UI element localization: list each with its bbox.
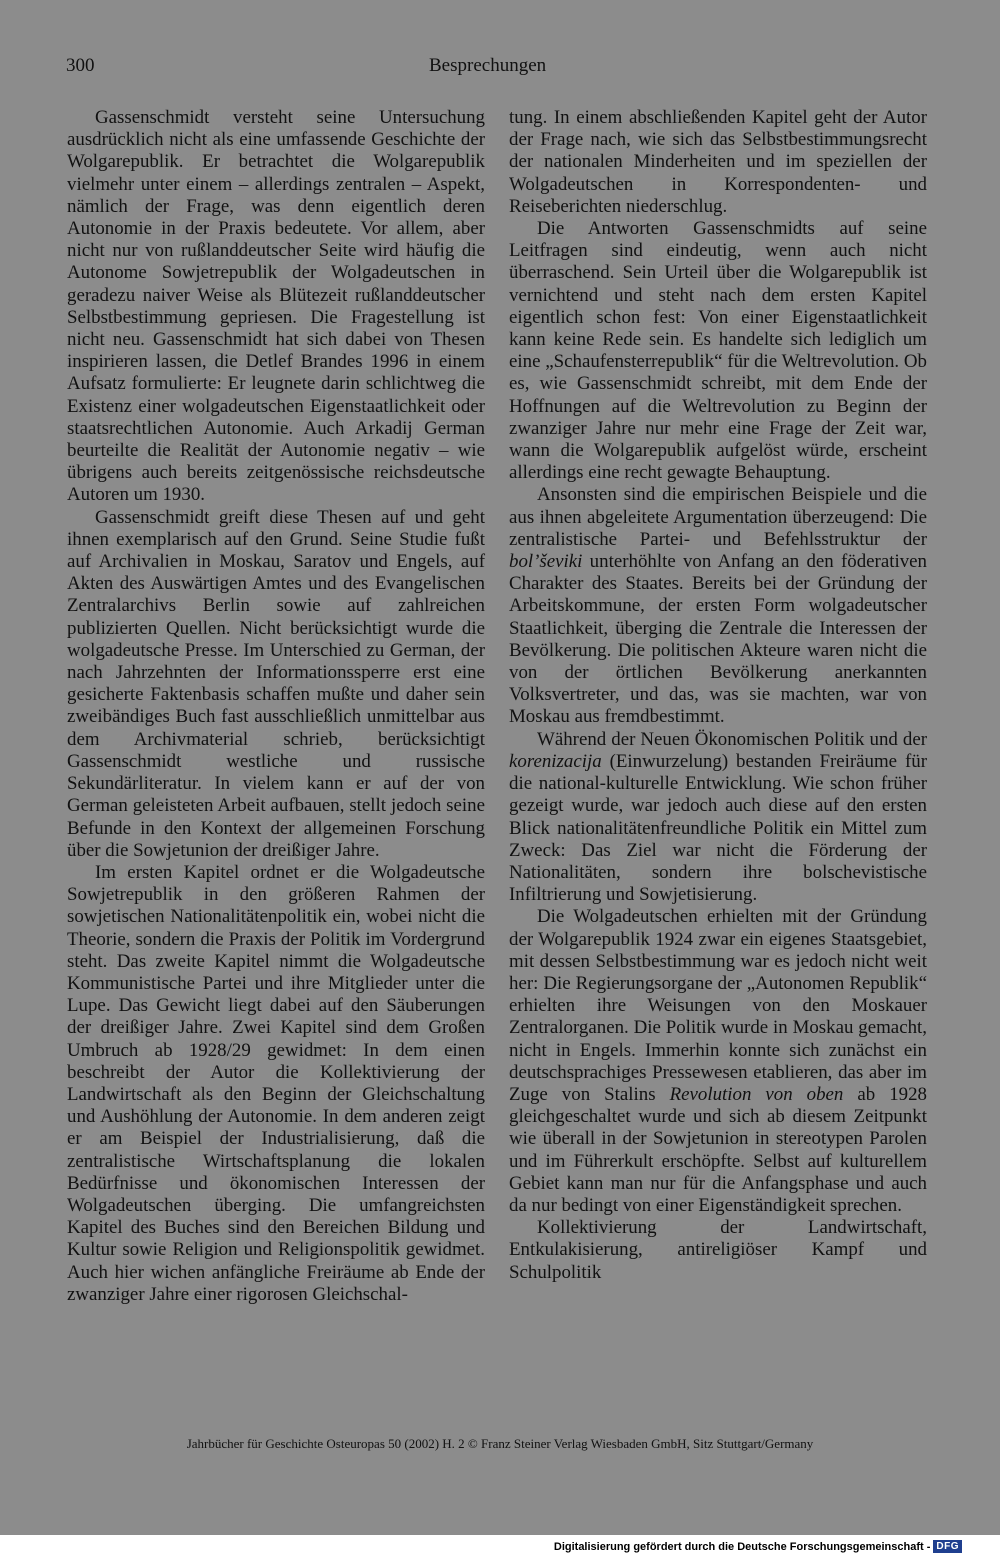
text-run: Während der Neuen Ökonomischen Politik und der xyxy=(537,728,927,750)
paragraph: Die Antworten Gassenschmidts auf seine Leitfragen sind eindeutig, wenn auch nicht überraschend. Sein Urteil über die Wolgarepublik ist vernichtend und steht nach dem ersten Kapitel eigentlich schon fest: Von einer Eigenstaatlichkeit kann keine Rede sein. Es handelte sich lediglich um eine „Schaufensterrepublik“ für die Weltrevolution. Ob es, wie Gassenschmidt schreibt, mit dem Ende der Hoffnungen auf die Weltrevolution zu Beginn der zwanziger Jahre nur mehr eine Frage der Zeit war, wann die Wolgarepublik aufgelöst würde, erscheint allerdings eine recht gewagte Behauptung. xyxy=(509,218,927,484)
text-run: unterhöhlte von Anfang an den föderativen Charakter des Staates. Bereits bei der Gründung der Arbeitskommune, der ersten Form wolgadeutscher Staatlichkeit, überging die Zentrale die Interessen der Bevölkerung. Die politischen Akteure waren nicht die von der örtlichen Bevölkerung anerkannten Volksvertreter, und das, was sie machten, war von Moskau aus fremdbestimmt. xyxy=(509,551,927,728)
paragraph xyxy=(509,729,927,907)
text-run: Die Wolgadeutschen erhielten mit der Gründung der Wolgarepublik 1924 zwar ein eigenes Staatsgebiet, mit dessen Selbstbestimmung war es jedoch nicht weit her: Die Regierungsorgane der „Autonomen Republik“ erhielten ihre Weisungen von den Moskauer Zentralorganen. Die Politik wurde in Moskau gemacht, nicht in Engels. Immerhin konnte sich zunächst ein deutschsprachiges Pressewesen etablieren, das aber im Zuge von Stalins xyxy=(509,906,927,1105)
dfg-logo: DFG xyxy=(933,1540,962,1553)
paragraph: Kollektivierung der Landwirtschaft, Entkulakisierung, antireligiöser Kampf und Schulpolitik xyxy=(509,1217,927,1283)
italic-term: Revolution von oben xyxy=(669,1083,844,1105)
publication-footer: Jahrbücher für Geschichte Osteuropas 50 (2002) H. 2 © Franz Steiner Verlag Wiesbaden GmbH, Sitz Stuttgart/Germany xyxy=(186,1436,814,1451)
paragraph xyxy=(509,484,927,728)
text-run: ab 1928 gleichgeschaltet wurde und sich ab diesem Zeitpunkt wie überall in der Sowjetunion in stereotypen Parolen und im Führerkult erschöpfte. Selbst auf kulturellem Gebiet kann man nur für die Anfangsphase und auch da nur bedingt von einer Eigenständigkeit sprechen. xyxy=(509,1083,927,1216)
credit-text: Digitalisierung gefördert durch die Deutsche Forschungsgemeinschaft - xyxy=(553,1540,931,1553)
text-run: (Einwurzelung) bestanden Freiräume für die national-kulturelle Entwicklung. Wie schon früher gezeigt wurde, war jedoch auch diese auf den ersten Blick nationalitätenfreundliche Politik ein Mittel zum Zweck: Das Ziel war nicht die Förderung der Nationalitäten, sondern ihre bolschevistische Infiltrierung und Sowjetisierung. xyxy=(509,750,927,906)
paragraph: Im ersten Kapitel ordnet er die Wolgadeutsche Sowjetrepublik in den größeren Rahmen der sowjetischen Nationalitätenpolitik ein, wobei nicht die Theorie, sondern die Praxis der Politik im Vordergrund steht. Das zweite Kapitel nimmt die Wolgadeutsche Kommunistische Partei und ihre Mitglieder unter die Lupe. Das Gewicht liegt dabei auf den Säuberungen der dreißiger Jahre. Zwei Kapitel sind dem Großen Umbruch ab 1928/29 gewidmet: In dem einen beschreibt der Autor die Kollektivierung der Landwirtschaft als den Beginn der Gleichschaltung und Aushöhlung der Autonomie. In dem anderen zeigt er am Beispiel der Industrialisierung, daß die zentralistische Wirtschaftsplanung die lokalen Bedürfnisse und ökonomischen Interessen der Wolgadeutschen überging. Die umfangreichsten Kapitel des Buches sind den Bereichen Bildung und Kultur sowie Religion und Religionspolitik gewidmet. Auch hier wichen anfängliche Freiräume ab Ende der zwanziger Jahre einer rigorosen Gleichschal- xyxy=(67,861,485,1305)
italic-term: bol’ševiki xyxy=(509,551,583,573)
page-number: 300 xyxy=(66,55,95,76)
digitization-credit xyxy=(554,1540,962,1553)
italic-term: korenizacija xyxy=(509,750,602,772)
right-column xyxy=(509,107,927,1284)
running-head: Besprechungen xyxy=(429,55,547,76)
left-column xyxy=(67,107,485,1306)
paragraph: Gassenschmidt versteht seine Untersuchung ausdrücklich nicht als eine umfassende Geschichte der Wolgarepublik. Er betrachtet die Wolgarepublik vielmehr unter einem – allerdings zentralen – Aspekt, nämlich der Frage, was denn eigentlich deren Autonomie in der Praxis bedeutete. Vor allem, aber nicht nur von rußlanddeutscher Seite wird häufig die Autonome Sowjetrepublik der Wolgadeutschen in geradezu naiver Weise als Blütezeit rußlanddeutscher Selbstbestimmung gepriesen. Die Fragestellung ist nicht neu. Gassenschmidt hat sich dabei von Thesen inspirieren lassen, die Detlef Brandes 1996 in einem Aufsatz formulierte: Er leugnete darin schlichtweg die Existenz einer wolgadeutschen Eigenstaatlichkeit oder staatsrechtlichen Autonomie. Auch Arkadij German beurteilte die Realität der Autonomie negativ – wie übrigens auch bereits zeitgenössische reichsdeutsche Autoren um 1930. xyxy=(67,107,485,506)
text-run: Ansonsten sind die empirischen Beispiele und die aus ihnen abgeleitete Argumentation überzeugend: Die zentralistische Partei- und Befehlsstruktur der xyxy=(509,484,927,550)
paragraph: Gassenschmidt greift diese Thesen auf und geht ihnen exemplarisch auf den Grund. Seine Studie fußt auf Archivalien in Moskau, Saratov und Engels, auf Akten des Auswärtigen Amtes und des Evangelischen Zentralarchivs Berlin sowie auf zahlreichen publizierten Quellen. Nicht berücksichtigt wurde die wolgadeutsche Presse. Im Unterschied zu German, der nach Jahrzehnten der Informationssperre erst eine gesicherte Faktenbasis schaffen mußte und daher sein zweibändiges Buch fast ausschließlich unmittelbar aus dem Archivmaterial schrieb, berücksichtigt Gassenschmidt westliche und russische Sekundärliteratur. In vielem kann er auf der von German geleisteten Arbeit aufbauen, stellt jedoch seine Befunde in den Kontext der allgemeinen Forschung über die Sowjetunion der dreißiger Jahre. xyxy=(67,506,485,861)
paragraph: tung. In einem abschließenden Kapitel geht der Autor der Frage nach, wie sich das Selbstbestimmungsrecht der nationalen Minderheiten und im speziellen der Wolgadeutschen in Korrespondenten- und Reiseberichten niederschlug. xyxy=(509,107,927,217)
paragraph xyxy=(509,906,927,1217)
